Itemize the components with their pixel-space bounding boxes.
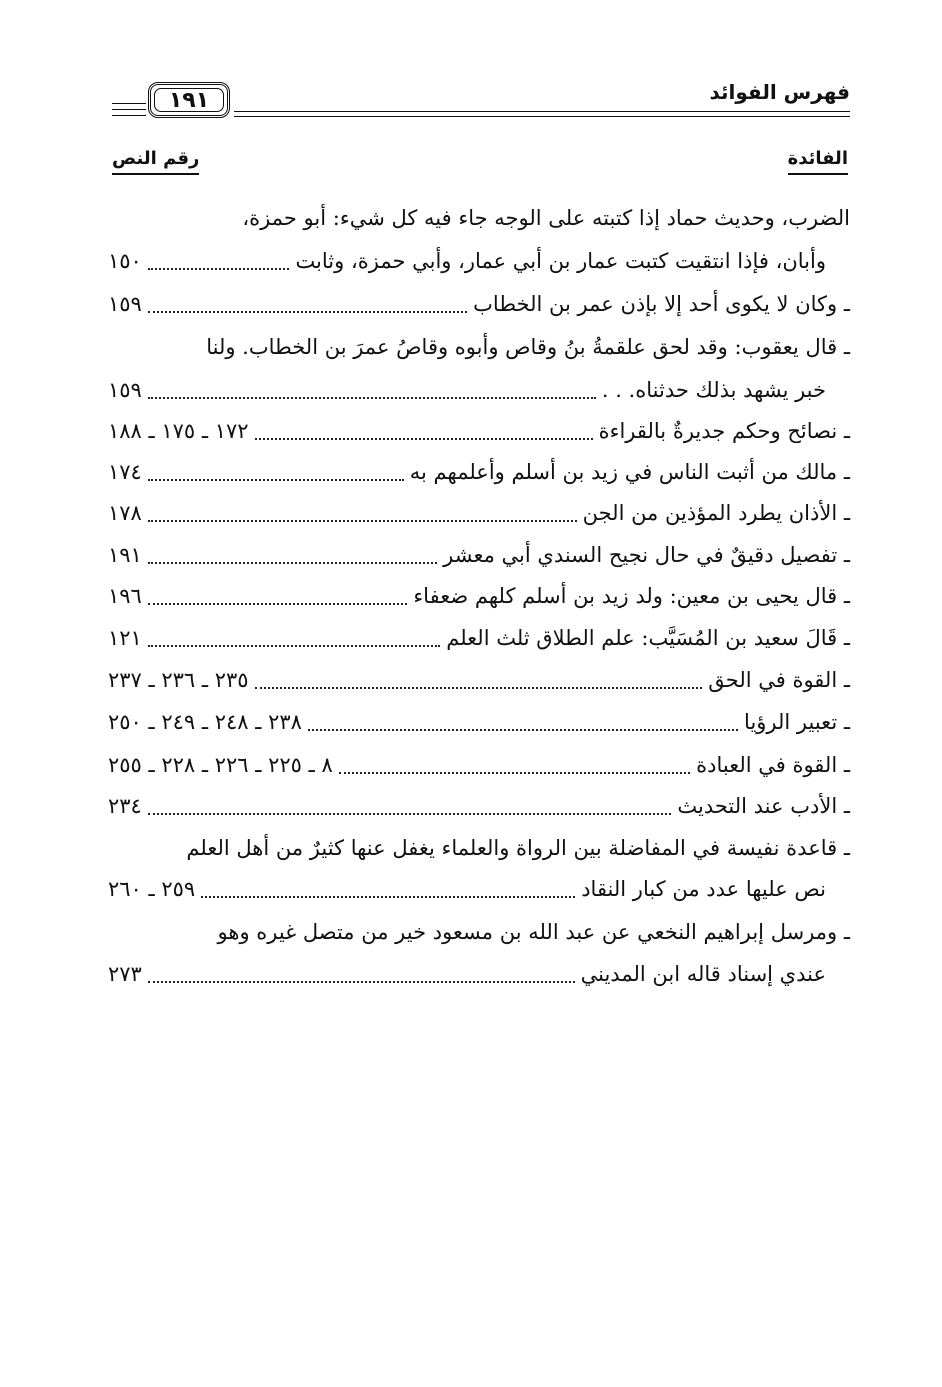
entry-refs: ١٥٩ xyxy=(108,378,142,402)
entry-text: ـ قَالَ سعيد بن المُسَيَّب: علم الطلاق ثلث العلم xyxy=(446,626,850,650)
entry-refs: ٢٣٤ xyxy=(108,794,142,818)
index-line xyxy=(108,745,850,785)
entry-text: ـ القوة في الحق xyxy=(708,668,850,692)
leader-dots xyxy=(148,641,440,647)
column-label-benefit: الفائدة xyxy=(788,148,848,175)
leader-dots xyxy=(148,516,577,522)
index-line xyxy=(108,786,850,826)
leader-dots xyxy=(148,977,575,983)
index-line xyxy=(108,452,850,492)
entry-refs: ١٧٢ ـ ١٧٥ ـ ١٨٨ xyxy=(108,419,249,443)
index-line xyxy=(108,198,850,238)
index-line xyxy=(108,535,850,575)
index-line xyxy=(108,912,850,952)
index-line xyxy=(108,660,850,700)
entry-refs: ١٢١ xyxy=(108,626,142,650)
entry-text: ـ الأذان يطرد المؤذين من الجن xyxy=(582,501,850,525)
leader-dots xyxy=(148,307,467,313)
leader-dots xyxy=(148,393,596,399)
header-rule-left-top xyxy=(112,103,146,104)
leader-dots xyxy=(308,725,738,731)
entry-refs: ١٥٠ xyxy=(108,249,142,273)
header-rule-left-bottom xyxy=(112,115,146,116)
index-line xyxy=(108,284,850,324)
entry-text: وأبان، فإذا انتقيت كتبت عمار بن أبي عمار، وأبي حمزة، وثابت xyxy=(295,249,826,273)
entry-text: ـ قال يعقوب: وقد لحق علقمةُ بنُ وقاص وأبوه وقاصُ عمرَ بن الخطاب. ولنا xyxy=(206,335,850,359)
index-line xyxy=(108,241,826,281)
index-line xyxy=(108,411,850,451)
index-line xyxy=(108,493,850,533)
entry-refs: ٢٧٣ xyxy=(108,962,142,986)
entry-refs: ١٩٦ xyxy=(108,584,142,608)
leader-dots xyxy=(201,892,575,898)
entry-text: ـ القوة في العبادة xyxy=(696,753,850,777)
index-line xyxy=(108,618,850,658)
running-title: فهرس الفوائد xyxy=(709,80,850,104)
entry-refs: ٢٥٩ ـ ٢٦٠ xyxy=(108,877,196,901)
entry-text: ـ ومرسل إبراهيم النخعي عن عبد الله بن مسعود خير من متصل غيره وهو xyxy=(217,920,850,944)
index-line xyxy=(108,370,826,410)
leader-dots xyxy=(148,558,437,564)
entry-text: خبر يشهد بذلك حدثناه. . . xyxy=(601,378,826,402)
entry-refs: ١٩١ xyxy=(108,543,142,567)
header-rule-top xyxy=(234,111,850,112)
leader-dots xyxy=(255,683,703,689)
index-line xyxy=(108,327,850,367)
index-line xyxy=(108,954,826,994)
leader-dots xyxy=(339,768,690,774)
leader-dots xyxy=(255,434,593,440)
header-rule-left-mid xyxy=(112,109,146,110)
leader-dots xyxy=(148,809,672,815)
entry-refs: ١٥٩ xyxy=(108,292,142,316)
entry-text: ـ تعبير الرؤيا xyxy=(744,710,850,734)
entry-text: ـ مالك من أثبت الناس في زيد بن أسلم وأعلمهم به xyxy=(409,460,850,484)
column-label-text-number: رقم النص xyxy=(112,148,199,175)
index-line xyxy=(108,828,850,868)
entry-refs: ٢٣٥ ـ ٢٣٦ ـ ٢٣٧ xyxy=(108,668,249,692)
entry-text: ـ وكان لا يكوى أحد إلا بإذن عمر بن الخطاب xyxy=(473,292,850,316)
entry-text: نص عليها عدد من كبار النقاد xyxy=(581,877,826,901)
page-number: ١٩١ xyxy=(148,82,230,118)
index-line xyxy=(108,576,850,616)
leader-dots xyxy=(148,264,290,270)
index-line xyxy=(108,869,826,909)
leader-dots xyxy=(148,599,407,605)
entry-refs: ١٧٨ xyxy=(108,501,142,525)
entry-text: الضرب، وحديث حماد إذا كتبته على الوجه جاء فيه كل شيء: أبو حمزة، xyxy=(242,206,850,230)
entry-text: ـ تفصيل دقيقٌ في حال نجيح السندي أبي معشر xyxy=(443,543,850,567)
index-line xyxy=(108,702,850,742)
entry-refs: ٢٣٨ ـ ٢٤٨ ـ ٢٤٩ ـ ٢٥٠ xyxy=(108,710,302,734)
entry-text: ـ الأدب عند التحديث xyxy=(677,794,850,818)
entry-text: ـ قال يحيى بن معين: ولد زيد بن أسلم كلهم ضعفاء xyxy=(413,584,850,608)
entry-text: ـ نصائح وحكم جديرةٌ بالقراءة xyxy=(598,419,850,443)
entry-refs: ١٧٤ xyxy=(108,460,142,484)
entry-text: عندي إسناد قاله ابن المديني xyxy=(580,962,826,986)
entry-refs: ٨ ـ ٢٢٥ ـ ٢٢٦ ـ ٢٢٨ ـ ٢٥٥ xyxy=(108,753,333,777)
header-rule-bottom xyxy=(234,116,850,117)
entry-text: ـ قاعدة نفيسة في المفاضلة بين الرواة والعلماء يغفل عنها كثيرٌ من أهل العلم xyxy=(186,836,850,860)
leader-dots xyxy=(148,475,404,481)
